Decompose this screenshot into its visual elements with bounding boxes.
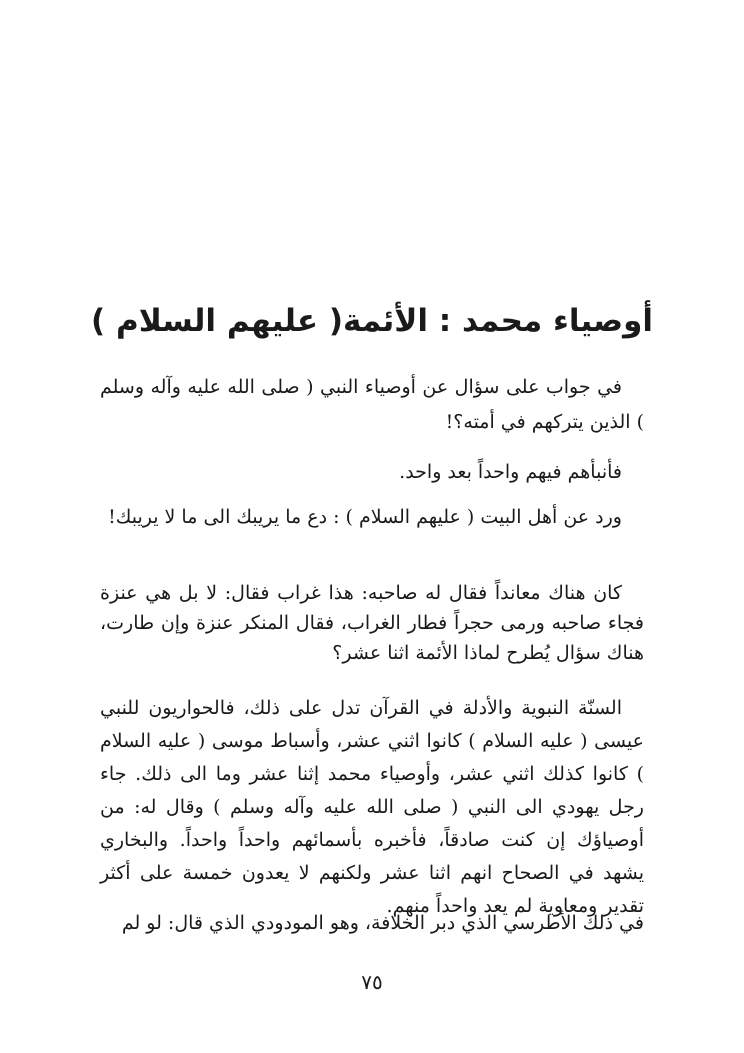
paragraph-question: في جواب على سؤال عن أوصياء النبي ( صلى الله عليه وآله وسلم ) الذين يتركهم في أمته؟!: [100, 376, 644, 433]
paragraph-evidence: السنّة النبوية والأدلة في القرآن تدل على ذلك، فالحواريون للنبي عيسى ( عليه السلام ) كانوا اثني عشر، وأسباط موسى ( عليه السلام ) كانوا كذلك اثني عشر، وأوصياء محمد إثنا عشر وما الى ذلك. جاء رجل يهودي الى النبي ( صلى الله عليه وآله وسلم ) وقال له: من أوصياؤك إن كنت صادقاً، فأخبره بأسمائهم واحداً واحداً. والبخاري يشهد في الصحاح انهم اثنا عشر ولكنهم لا يعدون خمسة على أكثر تقدير ومعاوية لم يعد واحداً منهم.: [100, 697, 644, 917]
paragraph-anecdote: كان هناك معانداً فقال له صاحبه: هذا غراب فقال: لا بل هي عنزة فجاء صاحبه ورمى حجراً فطار الغراب، فقال المنكر عنزة وإن طارت، هناك سؤال يُطرح لماذا الأئمة اثنا عشر؟: [100, 582, 644, 664]
page-number: ٧٥: [361, 970, 383, 994]
paragraph-answer: فأنبأهم فيهم واحداً بعد واحد.: [399, 461, 622, 483]
paragraph-continuation: في ذلك الأطرسي الذي دبر الخلافة، وهو المودودي الذي قال: لو لم: [121, 912, 644, 934]
paragraph-hadith: ورد عن أهل البيت ( عليهم السلام ) : دع ما يريبك الى ما لا يريبك!: [108, 506, 622, 528]
page-title: أوصياء محمد : الأئمة( عليهم السلام ): [91, 302, 653, 339]
